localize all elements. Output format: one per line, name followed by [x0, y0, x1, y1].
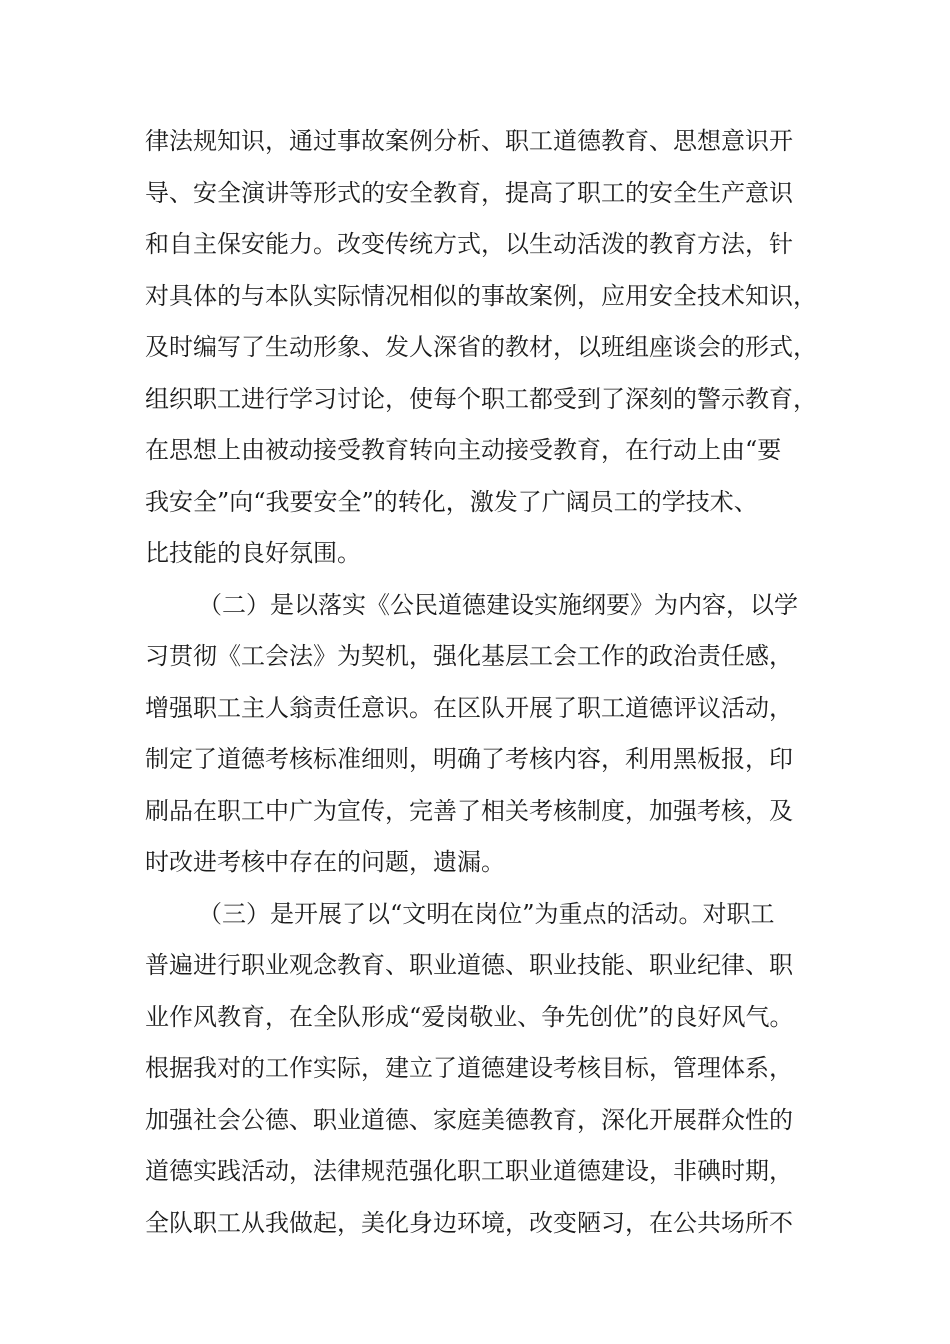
paragraph-start-line: （三）是开展了以“文明在岗位”为重点的活动。对职工 [198, 899, 775, 928]
text-line: 普遍进行职业观念教育、职业道德、职业技能、职业纪律、职 [145, 951, 793, 979]
text-line: 导、安全演讲等形式的安全教育，提高了职工的安全生产意识 [145, 178, 793, 207]
text-line: 比技能的良好氛围。 [145, 539, 361, 567]
text-line: 在思想上由被动接受教育转向主动接受教育，在行动上由“要 [145, 436, 782, 464]
paragraph-start-line: （二）是以落实《公民道德建设实施纲要》为内容，以学 [198, 590, 798, 619]
text-line: 全队职工从我做起，美化身边环境，改变陋习，在公共场所不 [145, 1208, 793, 1237]
text-line: 对具体的与本队实际情况相似的事故案例，应用安全技术知识， [145, 281, 817, 310]
text-line: 我安全”向“我要安全”的转化，激发了广阔员工的学技术、 [145, 487, 758, 516]
text-line: 律法规知识，通过事故案例分析、职工道德教育、思想意识开 [145, 127, 793, 155]
text-line: 和自主保安能力。改变传统方式，以生动活泼的教育方法，针 [145, 230, 793, 258]
text-line: 组织职工进行学习讨论，使每个职工都受到了深刻的警示教育， [145, 384, 817, 413]
text-line: 业作风教育，在全队形成“爱岗敬业、争先创优”的良好风气。 [145, 1002, 794, 1031]
text-line: 加强社会公德、职业道德、家庭美德教育，深化开展群众性的 [145, 1105, 793, 1134]
text-line: 刷品在职工中广为宣传，完善了相关考核制度，加强考核，及 [145, 796, 793, 825]
body-text [145, 129, 825, 1262]
text-line: 制定了道德考核标准细则，明确了考核内容，利用黑板报，印 [145, 745, 793, 773]
text-line: 习贯彻《工会法》为契机，强化基层工会工作的政治责任感， [145, 642, 793, 670]
text-line: 增强职工主人翁责任意识。在区队开展了职工道德评议活动， [145, 693, 793, 722]
text-line: 根据我对的工作实际，建立了道德建设考核目标，管理体系， [145, 1054, 793, 1082]
text-line: 时改进考核中存在的问题，遗漏。 [145, 848, 505, 876]
text-line: 及时编写了生动形象、发人深省的教材，以班组座谈会的形式， [145, 333, 817, 361]
text-line: 道德实践活动，法律规范强化职工职业道德建设，非碘时期， [145, 1157, 793, 1185]
